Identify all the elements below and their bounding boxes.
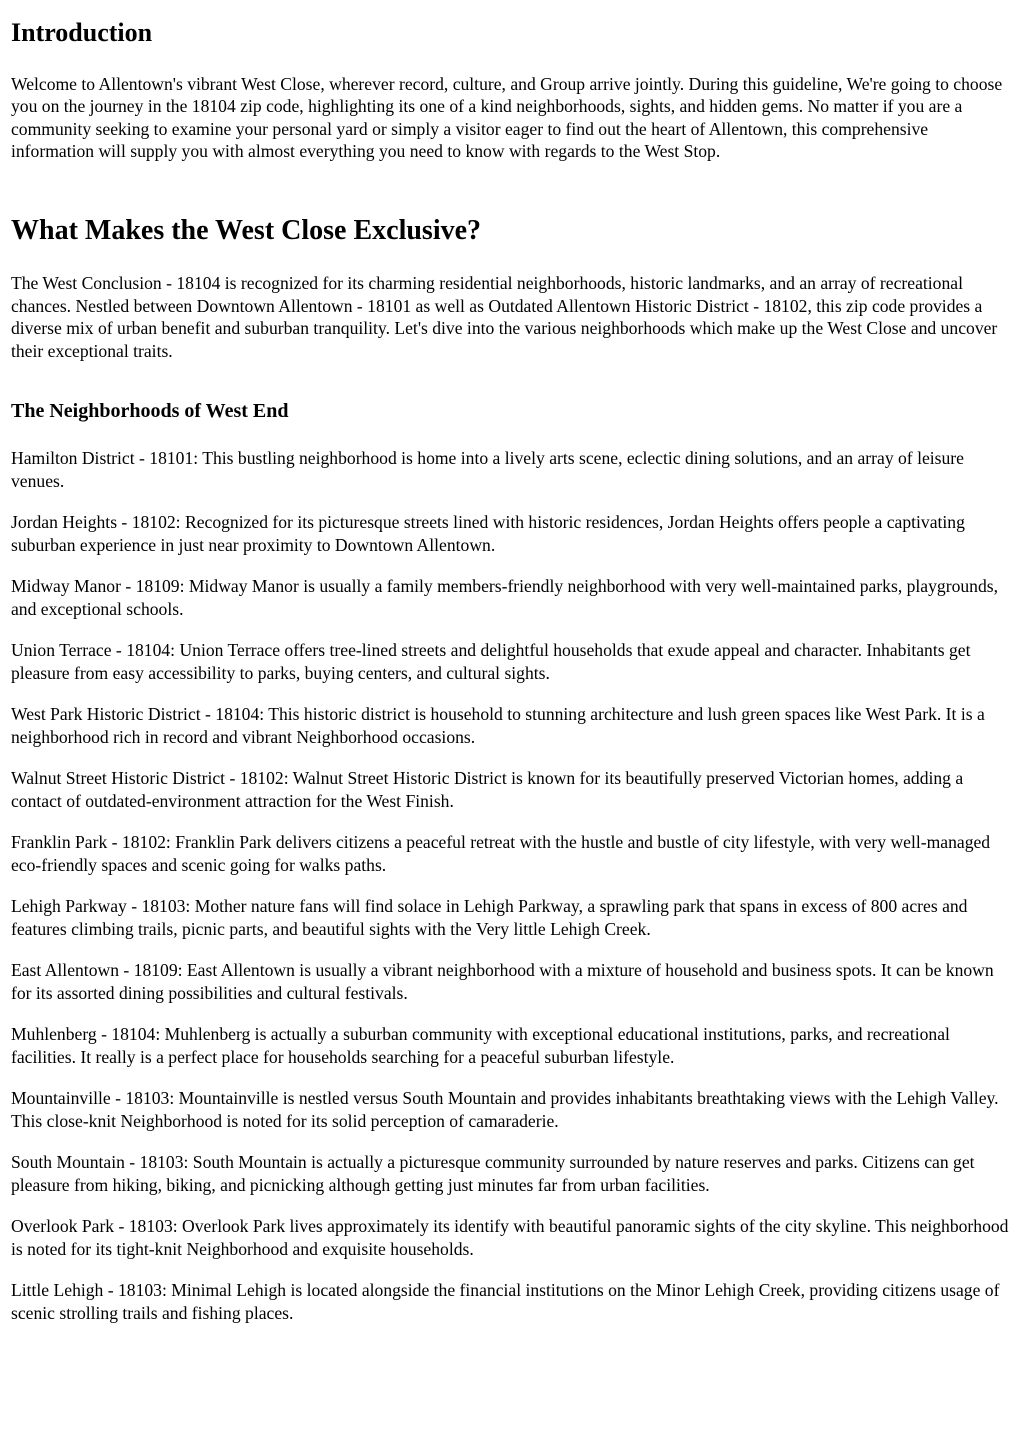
page-bottom-spacer xyxy=(11,1324,1013,1394)
neighborhood-paragraph-overlook-park: Overlook Park - 18103: Overlook Park lives approximately its identify with beautiful panoramic sights of the city skyline. This neighborhood is noted for its tight-knit Neighborhood and exquisite households. xyxy=(11,1216,1009,1259)
paragraph-introduction-1: Welcome to Allentown's vibrant West Close, wherever record, culture, and Group arrive jointly. During this guideline, We're going to choose you on the journey in the 18104 zip code, highlighting its one of a kind neighborhoods, sights, and hidden gems. No matter if you are a community seeking to examine your personal yard or simply a visitor eager to find out the heart of Allentown, this comprehensive information will supply you with almost everything you need to know with regards to the West Stop. xyxy=(11,73,1003,162)
neighborhood-paragraph-east-allentown: East Allentown - 18109: East Allentown is usually a vibrant neighborhood with a mixture of household and business spots. It can be known for its assorted dining possibilities and cultural festivals. xyxy=(11,960,994,1003)
neighborhood-paragraph-jordan-heights: Jordan Heights - 18102: Recognized for its picturesque streets lined with historic residences, Jordan Heights offers people a captivating suburban experience in just near proximity to Downtown Allentown. xyxy=(11,512,965,555)
section-heading-what-makes-the-west-close-exclusive: What Makes the West Close Exclusive? xyxy=(11,214,482,246)
neighborhood-paragraph-mountainville: Mountainville - 18103: Mountainville is nestled versus South Mountain and provides inhabitants breathtaking views with the Lehigh Valley. This close-knit Neighborhood is noted for its solid perception of camaraderie. xyxy=(11,1088,999,1131)
neighborhood-paragraph-walnut-street-historic-district: Walnut Street Historic District - 18102: Walnut Street Historic District is known for its beautifully preserved Victorian homes, adding a contact of outdated-environment attraction for the West Finish. xyxy=(11,768,964,811)
neighborhood-paragraph-west-park-historic-district: West Park Historic District - 18104: This historic district is household to stunning architecture and lush green spaces like West Park. It is a neighborhood rich in record and vibrant Neighborhood occasions. xyxy=(11,704,985,747)
section-heading-the-neighborhoods-of-west-end: The Neighborhoods of West End xyxy=(11,400,289,423)
neighborhood-paragraph-south-mountain: South Mountain - 18103: South Mountain is actually a picturesque community surrounded by nature reserves and parks. Citizens can get pleasure from hiking, biking, and picnicking although getting just minutes far from urban facilities. xyxy=(11,1152,975,1195)
neighborhood-paragraph-hamilton-district: Hamilton District - 18101: This bustling neighborhood is home into a lively arts scene, eclectic dining solutions, and an array of leisure venues. xyxy=(11,448,964,491)
neighborhood-paragraph-midway-manor: Midway Manor - 18109: Midway Manor is usually a family members-friendly neighborhood with very well-maintained parks, playgrounds, and exceptional schools. xyxy=(11,576,999,619)
section-heading-introduction: Introduction xyxy=(11,18,153,47)
neighborhood-paragraph-union-terrace: Union Terrace - 18104: Union Terrace offers tree-lined streets and delightful households that exude appeal and character. Inhabitants get pleasure from easy accessibility to parks, buying centers, and cultural sights. xyxy=(11,640,971,683)
neighborhood-paragraph-little-lehigh: Little Lehigh - 18103: Minimal Lehigh is located alongside the financial institutions on the Minor Lehigh Creek, providing citizens usage of scenic strolling trails and fishing places. xyxy=(11,1280,1000,1323)
neighborhood-paragraph-lehigh-parkway: Lehigh Parkway - 18103: Mother nature fans will find solace in Lehigh Parkway, a sprawling park that spans in excess of 800 acres and features climbing trails, picnic parts, and beautiful sights with the Very little Lehigh Creek. xyxy=(11,896,968,939)
neighborhood-paragraph-franklin-park: Franklin Park - 18102: Franklin Park delivers citizens a peaceful retreat with the hustle and bustle of city lifestyle, with very well-managed eco-friendly spaces and scenic going for walks paths. xyxy=(11,832,991,875)
paragraph-west-close-exclusive-1: The West Conclusion - 18104 is recognized for its charming residential neighborhoods, historic landmarks, and an array of recreational chances. Nestled between Downtown Allentown - 18101 as well as Outdated Allentown Historic District - 18102, this zip code provides a diverse mix of urban benefit and suburban tranquility. Let's dive into the various neighborhoods which make up the West Close and uncover their exceptional traits. xyxy=(11,273,998,361)
neighborhood-paragraph-muhlenberg: Muhlenberg - 18104: Muhlenberg is actually a suburban community with exceptional educational institutions, parks, and recreational facilities. It really is a perfect place for households searching for a peaceful suburban lifestyle. xyxy=(11,1024,950,1067)
